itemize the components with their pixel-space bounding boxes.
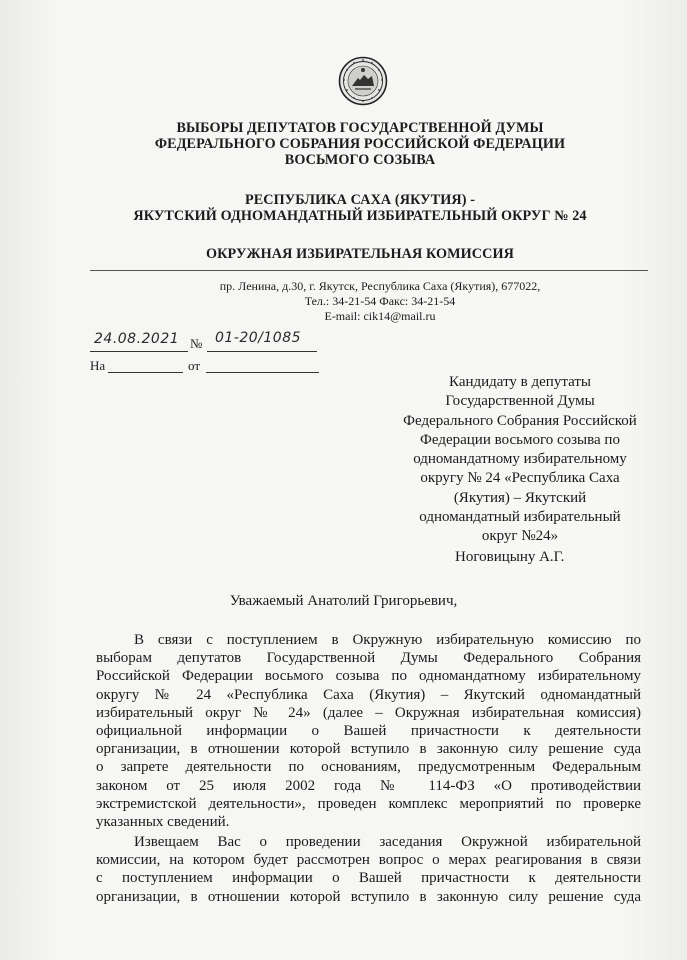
addressee-block xyxy=(370,373,670,547)
reply-from-label: от xyxy=(188,358,201,373)
contact-email: E-mail: cik14@mail.ru xyxy=(324,309,436,323)
reply-number-line xyxy=(108,372,183,373)
text-line: экстремистской деятельности», проведен комплекс мероприятий по проверке xyxy=(96,795,641,812)
text-line: округу № 24 «Республика Саха (Якутия) – Якутский одномандатный xyxy=(96,686,641,703)
addressee-line: округ №24» xyxy=(481,528,559,545)
addressee-line: одномандатный избирательный xyxy=(419,509,621,526)
paragraph-2 xyxy=(96,833,641,906)
addressee-line: Государственной Думы xyxy=(445,393,595,410)
text-line: организации, в отношении которой вступило в законную силу решение суда xyxy=(96,741,641,758)
text-line: Извещаем Вас о проведении заседания Окружной избирательной xyxy=(134,834,641,850)
greeting: Уважаемый Анатолий Григорьевич, xyxy=(229,593,458,609)
contact-phone: Тел.: 34-21-54 Факс: 34-21-54 xyxy=(304,294,456,308)
addressee-line: (Якутия) – Якутский xyxy=(453,489,587,506)
text-line: избирательный округ № 24» (далее – Окружная избирательная комиссия) xyxy=(96,704,641,721)
text-line: законом от 25 июля 2002 года № 114-ФЗ «О противодействии xyxy=(96,777,641,794)
header-line: ВОСЬМОГО СОЗЫВА xyxy=(284,152,436,168)
header-line: РЕСПУБЛИКА САХА (ЯКУТИЯ) - xyxy=(244,192,476,208)
commission-title: ОКРУЖНАЯ ИЗБИРАТЕЛЬНАЯ КОМИССИЯ xyxy=(206,246,514,262)
outgoing-number: 01-20/1085 xyxy=(215,330,302,346)
addressee-line: Федерации восьмого созыва по xyxy=(420,431,620,448)
yakutia-coat-of-arms-icon xyxy=(338,56,388,106)
outgoing-date: 24.08.2021 xyxy=(94,331,180,347)
text-line: В связи с поступлением в Окружную избирательную комиссию по xyxy=(134,632,641,648)
header-line: ВЫБОРЫ ДЕПУТАТОВ ГОСУДАРСТВЕННОЙ ДУМЫ xyxy=(176,120,544,136)
text-line: комиссии, на котором будет рассмотрен вопрос о мерах реагирования в связи xyxy=(96,852,641,869)
addressee-line: одномандатному избирательному xyxy=(413,451,627,468)
text-line: официальной информации о Вашей причастности к деятельности xyxy=(96,722,641,739)
election-header xyxy=(60,120,660,168)
addressee-line: Федерального Собрания Российской xyxy=(403,412,637,429)
text-line: выборам депутатов Государственной Думы Федерального Собрания xyxy=(96,650,641,667)
text-line: указанных сведений. xyxy=(96,813,230,830)
header-divider xyxy=(90,270,648,271)
contact-address: пр. Ленина, д.30, г. Якутск, Республика Саха (Якутия), 677022, xyxy=(219,279,541,293)
reply-to-label: На xyxy=(90,358,106,373)
reply-date-line xyxy=(206,372,319,373)
text-line: Российской Федерации восьмого созыва по одномандатному избирательному xyxy=(96,668,641,685)
number-underline xyxy=(207,351,317,352)
text-line: с поступлением информации о Вашей причастности к деятельности xyxy=(96,870,641,887)
text-line: организации, в отношении которой вступило в законную силу решение суда xyxy=(96,888,641,905)
district-header xyxy=(60,192,660,224)
paragraph-1 xyxy=(96,631,641,831)
addressee-line: Кандидату в депутаты xyxy=(449,374,591,390)
addressee-name: Ноговицыну А.Г. xyxy=(455,549,565,565)
number-sign: № xyxy=(190,336,203,351)
text-line: о запрете деятельности по основаниям, предусмотренным Федеральным xyxy=(96,759,641,776)
addressee-line: округу № 24 «Республика Саха xyxy=(420,470,620,487)
header-line: ФЕДЕРАЛЬНОГО СОБРАНИЯ РОССИЙСКОЙ ФЕДЕРАЦИИ xyxy=(154,136,566,152)
header-line: ЯКУТСКИЙ ОДНОМАНДАТНЫЙ ИЗБИРАТЕЛЬНЫЙ ОКРУГ № 24 xyxy=(133,208,587,224)
date-underline xyxy=(90,351,188,352)
